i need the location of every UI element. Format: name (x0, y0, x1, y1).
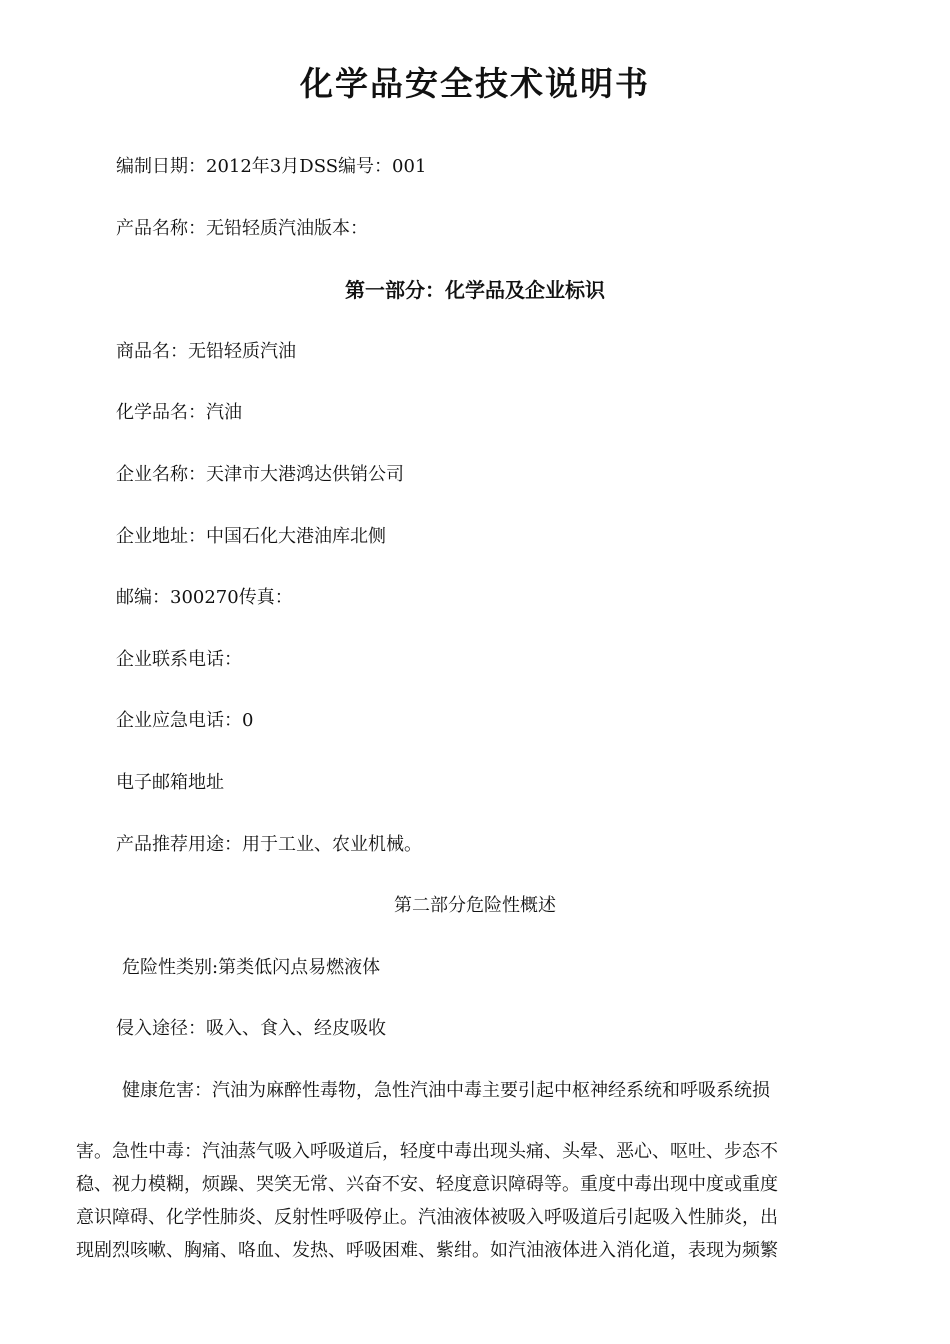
health-hazard-line: 害。急性中毒：汽油蒸气吸入呼吸道后，轻度中毒出现头痛、头晕、恶心、呕吐、步态不 (76, 1141, 778, 1162)
trade-name-line: 商品名：无铅轻质汽油 (116, 341, 296, 362)
health-hazard-line: 稳、视力模糊，烦躁、哭笑无常、兴奋不安、轻度意识障碍等。重度中毒出现中度或重度 (76, 1174, 778, 1195)
health-hazard-line: 现剧烈咳嗽、胸痛、咯血、发热、呼吸困难、紫绀。如汽油液体进入消化道，表现为频繁 (76, 1240, 778, 1261)
recommended-use-line: 产品推荐用途：用于工业、农业机械。 (116, 834, 422, 855)
company-address-line: 企业地址：中国石化大港油库北侧 (116, 526, 386, 547)
company-name-line: 企业名称：天津市大港鸿达供销公司 (116, 464, 404, 485)
hazard-class-line: 危险性类别:第类低闪点易燃液体 (122, 957, 381, 978)
section-2-heading: 第二部分危险性概述 (394, 895, 556, 916)
product-name-line: 产品名称：无铅轻质汽油版本： (116, 218, 368, 239)
health-hazard-paragraph (76, 1135, 876, 1267)
health-hazard-line: 意识障碍、化学性肺炎、反射性呼吸停止。汽油液体被吸入呼吸道后引起吸入性肺炎，出 (76, 1207, 778, 1228)
postcode-fax-line: 邮编：300270传真： (116, 587, 293, 608)
section-1-heading: 第一部分：化学品及企业标识 (345, 278, 605, 302)
health-hazard-intro: 健康危害：汽油为麻醉性毒物，急性汽油中毒主要引起中枢神经系统和呼吸系统损 (122, 1080, 770, 1101)
emergency-phone-line: 企业应急电话：0 (116, 710, 254, 731)
company-phone-line: 企业联系电话： (116, 649, 242, 670)
chemical-name-line: 化学品名：汽油 (116, 402, 242, 423)
email-line: 电子邮箱地址 (116, 772, 224, 793)
document-title: 化学品安全技术说明书 (300, 64, 650, 103)
entry-route-line: 侵入途径：吸入、食入、经皮吸收 (116, 1018, 386, 1039)
compile-date-line: 编制日期：2012年3月DSS编号：001 (116, 156, 427, 177)
